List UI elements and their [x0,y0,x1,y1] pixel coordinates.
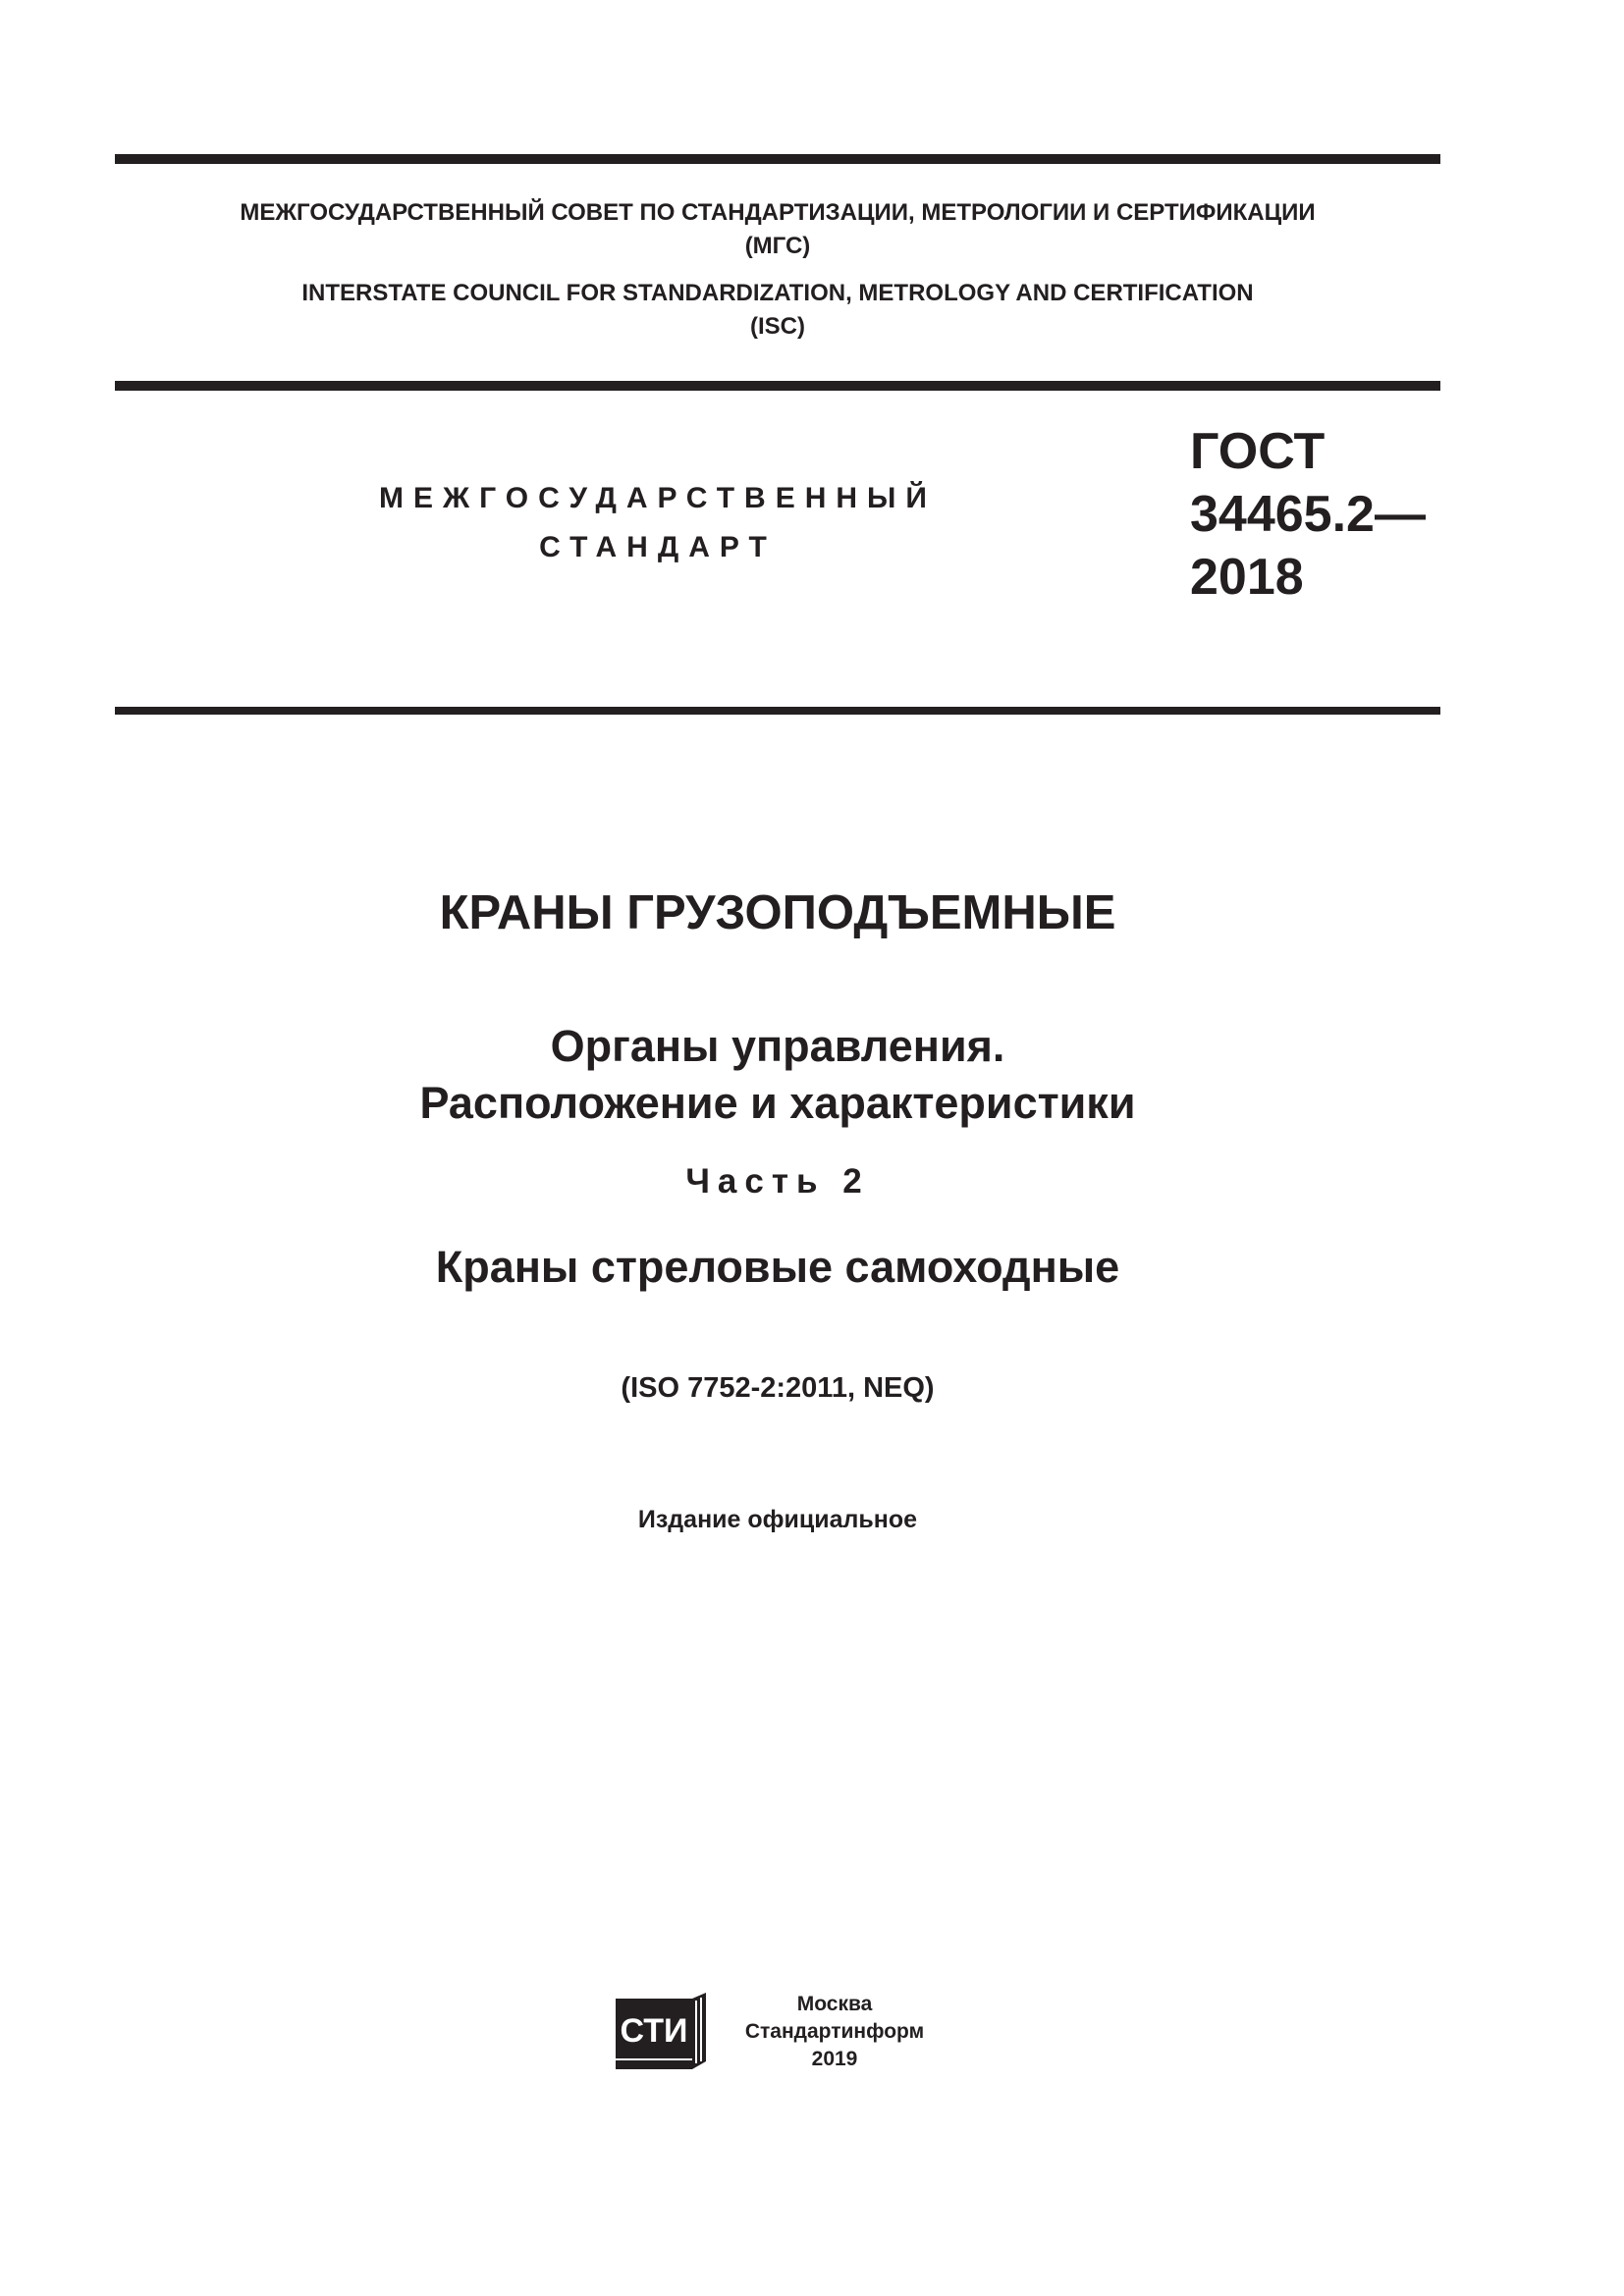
council-name-en [115,277,1440,344]
part-label: Часть 2 [685,1162,870,1201]
edition-note: Издание официальное [637,1506,918,1533]
standard-year: 2018 [1190,549,1304,606]
standard-prefix: ГОСТ [1190,423,1326,480]
standard-kind [334,474,982,572]
standard-kind-line2: СТАНДАРТ [539,531,777,563]
subtitle-line1: Органы управления. [550,1021,1005,1071]
council-ru-line2: (МГС) [744,233,811,259]
council-en-line1: INTERSTATE COUNCIL FOR STANDARDIZATION, METROLOGY AND CERTIFICATION [301,280,1254,306]
standard-designation [1190,420,1445,609]
standartinform-logo-icon [614,1993,708,2075]
part-title: Краны стреловые самоходные [435,1242,1120,1292]
lower-rule [115,707,1440,715]
council-name-ru [115,196,1440,263]
standard-kind-line1: МЕЖГОСУДАРСТВЕННЫЙ [379,482,937,514]
publisher-year: 2019 [811,2048,858,2070]
publisher-city: Москва [796,1993,873,2015]
council-en-line2: (ISC) [750,313,805,340]
middle-rule [115,381,1440,391]
subtitle-line2: Расположение и характеристики [419,1078,1136,1128]
publisher-block [614,1985,947,2083]
council-ru-line1: МЕЖГОСУДАРСТВЕННЫЙ СОВЕТ ПО СТАНДАРТИЗАЦИИ, МЕТРОЛОГИИ И СЕРТИФИКАЦИИ [240,199,1316,226]
logo-lettering: СТИ [620,2012,688,2050]
document-subtitle [115,1018,1440,1132]
standard-number: 34465.2— [1190,486,1426,543]
publisher-name: Стандартинформ [744,2020,925,2043]
iso-reference: (ISO 7752-2:2011, NEQ) [621,1372,935,1404]
document-title: КРАНЫ ГРУЗОПОДЪЕМНЫЕ [439,886,1116,939]
publisher-text [722,1991,947,2073]
top-rule [115,154,1440,164]
